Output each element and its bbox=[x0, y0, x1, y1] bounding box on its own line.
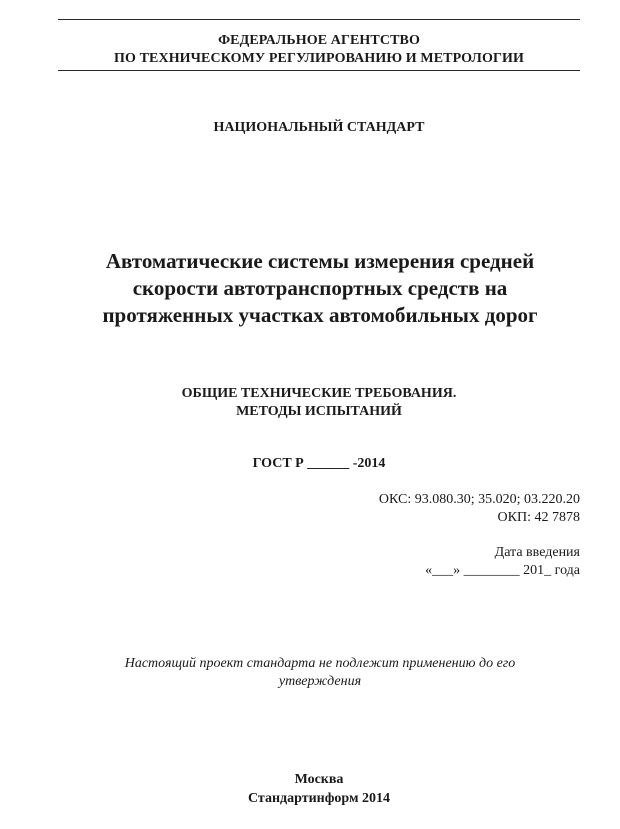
publisher-footer bbox=[58, 770, 580, 808]
subtitle-line-1: ОБЩИЕ ТЕХНИЧЕСКИЕ ТРЕБОВАНИЯ. bbox=[181, 386, 457, 401]
title-line-2: скорости автотранспортных средств на bbox=[132, 276, 508, 300]
publisher-name-year: Стандартинформ 2014 bbox=[247, 791, 391, 806]
standard-type: НАЦИОНАЛЬНЫЙ СТАНДАРТ bbox=[213, 120, 425, 135]
introduction-date-label: Дата введения bbox=[494, 545, 580, 560]
header-top-rule bbox=[58, 19, 580, 20]
header-bottom-rule bbox=[58, 70, 580, 71]
oks-code: ОКС: 93.080.30; 35.020; 03.220.20 bbox=[378, 492, 580, 507]
agency-header bbox=[58, 32, 580, 68]
title-line-3: протяженных участках автомобильных дорог bbox=[102, 303, 538, 327]
agency-line-1: ФЕДЕРАЛЬНОЕ АГЕНТСТВО bbox=[218, 33, 420, 48]
publisher-city: Москва bbox=[294, 772, 344, 787]
draft-notice-line-2: утверждения bbox=[278, 674, 362, 689]
draft-notice-line-1: Настоящий проект стандарта не подлежит применению до его bbox=[124, 656, 516, 671]
introduction-date bbox=[425, 544, 580, 580]
draft-notice bbox=[40, 655, 600, 691]
title-line-1: Автоматические системы измерения средней bbox=[105, 249, 535, 273]
document-subtitle bbox=[58, 385, 580, 421]
okp-code: ОКП: 42 7878 bbox=[497, 510, 580, 525]
classification-codes bbox=[379, 491, 580, 527]
subtitle-line-2: МЕТОДЫ ИСПЫТАНИЙ bbox=[236, 404, 402, 419]
standard-designation: ГОСТ Р ______ -2014 bbox=[252, 456, 386, 471]
document-title bbox=[40, 248, 600, 329]
agency-line-2: ПО ТЕХНИЧЕСКОМУ РЕГУЛИРОВАНИЮ И МЕТРОЛОГИИ bbox=[114, 51, 524, 66]
introduction-date-value: «___» ________ 201_ года bbox=[425, 563, 580, 578]
